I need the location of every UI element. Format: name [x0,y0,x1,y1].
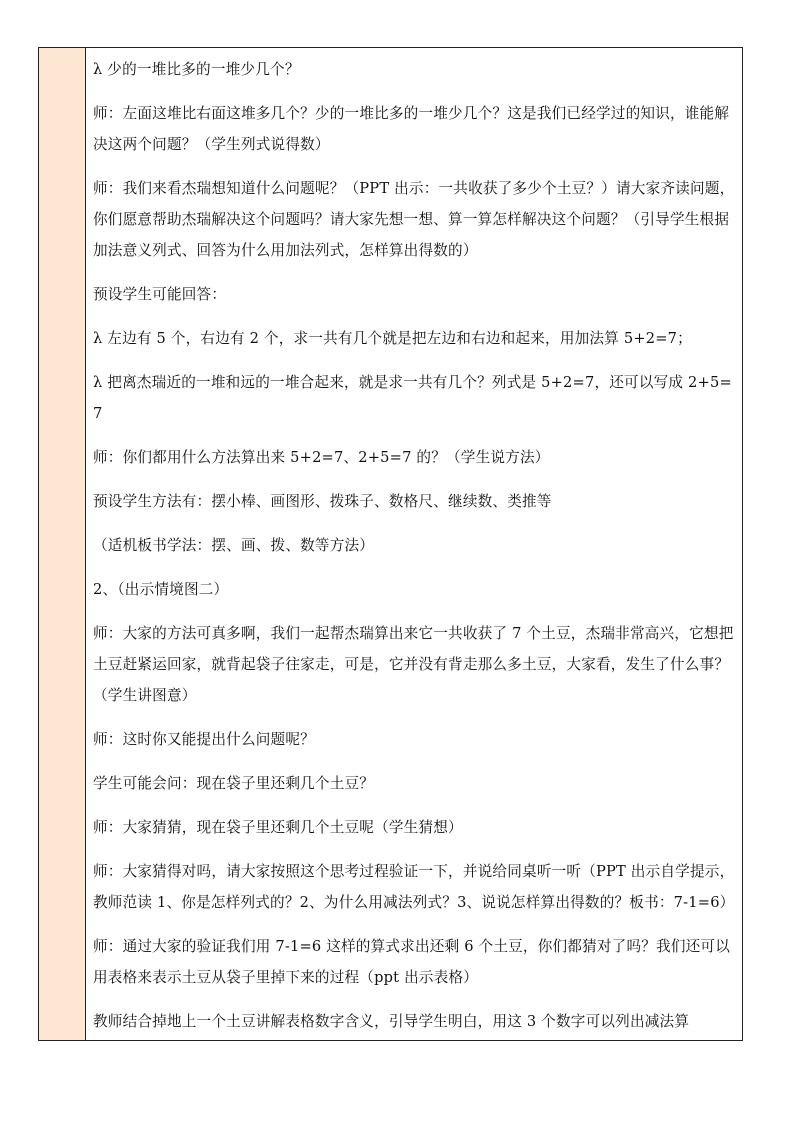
lesson-paragraph-10: 2、（出示情境图二） [93,581,229,598]
lesson-table [38,47,743,1041]
lesson-paragraph-12: 师：这时你又能提出什么问题呢？ [93,731,315,748]
lesson-paragraph-7: 师：你们都用什么方法算出来 5+2=7、2+5=7 的？（学生说方法） [93,449,550,466]
lesson-content-cell [86,48,742,1040]
lesson-paragraph-17: 教师结合掉地上一个土豆讲解表格数字含义，引导学生明白，用这 3 个数字可以列出减法算 [93,1013,690,1030]
lesson-paragraph-11: 师：大家的方法可真多啊，我们一起帮杰瑞算出来它一共收获了 7 个土豆，杰瑞非常高兴，它想把土豆赶紧运回家，就背起袋子往家走，可是，它并没有背走那么多土豆，大家看，发生了什么事？（学生讲图意） [93,625,734,704]
lesson-paragraph-13: 学生可能会问：现在袋子里还剩几个土豆？ [93,775,375,792]
lesson-paragraph-16: 师：通过大家的验证我们用 7-1=6 这样的算式求出还剩 6 个土豆，你们都猜对了吗？我们还可以用表格来表示土豆从袋子里掉下来的过程（ppt 出示表格） [93,938,731,986]
lesson-paragraph-9: （适机板书学法：摆、画、拨、数等方法） [93,537,375,554]
lesson-paragraph-1: λ 少的一堆比多的一堆少几个？ [93,61,300,78]
lesson-paragraph-5: λ 左边有 5 个，右边有 2 个，求一共有几个就是把左边和右边和起来，用加法算 5+2=7； [93,330,692,347]
lesson-paragraph-15: 师：大家猜得对吗，请大家按照这个思考过程验证一下，并说给同桌听一听（PPT 出示自学提示，教师范读 1、你是怎样列式的？2、为什么用减法列式？3、说说怎样算出得数的？板书：7-1=6） [93,863,735,911]
lesson-paragraph-3: 师：我们来看杰瑞想知道什么问题呢？（PPT 出示：一共收获了多少个土豆？）请大家齐读问题，你们愿意帮助杰瑞解决这个问题吗？请大家先想一想、算一算怎样解决这个问题？（引导学生根据加法意义列式、回答为什么用加法列式，怎样算出得数的） [93,180,735,259]
lesson-paragraph-2: 师：左面这堆比右面这堆多几个？少的一堆比多的一堆少几个？这是我们已经学过的知识，谁能解决这两个问题？（学生列式说得数） [93,105,730,153]
lesson-paragraph-8: 预设学生方法有：摆小棒、画图形、拨珠子、数格尺、继续数、类推等 [93,493,552,510]
lesson-paragraph-14: 师：大家猜猜，现在袋子里还剩几个土豆呢（学生猜想） [93,819,463,836]
lesson-paragraph-6: λ 把离杰瑞近的一堆和远的一堆合起来，就是求一共有几个？列式是 5+2=7，还可以写成 2+5=7 [93,374,732,422]
lesson-paragraph-4: 预设学生可能回答： [93,286,227,303]
left-shaded-column [39,48,86,1040]
